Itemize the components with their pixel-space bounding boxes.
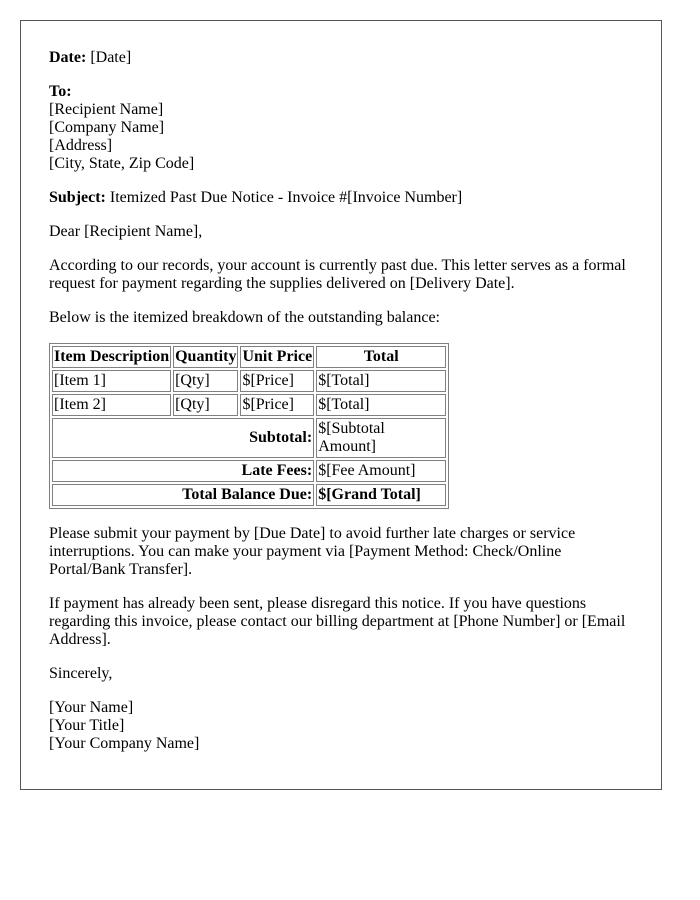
cell: [Item 2] (52, 394, 171, 416)
letter (20, 20, 662, 790)
itemized-table (49, 343, 449, 509)
table-header-row (52, 346, 446, 368)
paragraph-breakdown: Below is the itemized breakdown of the outstanding balance: (49, 309, 440, 326)
header-total: Total (316, 346, 446, 368)
recipient-name: [Recipient Name] (49, 101, 164, 118)
closing: Sincerely, (49, 665, 113, 682)
header-item-description: Item Description (52, 346, 171, 368)
cell: [Item 1] (52, 370, 171, 392)
table-row (52, 370, 446, 392)
subject-value: Itemized Past Due Notice - Invoice #[Invoice Number] (109, 189, 463, 206)
cell: $[Price] (240, 370, 314, 392)
late-fees-row (52, 460, 446, 482)
subject-line (49, 189, 633, 207)
signer-title: [Your Title] (49, 717, 125, 734)
signer-name: [Your Name] (49, 699, 134, 716)
date-line (49, 49, 633, 67)
paragraph-intro: According to our records, your account is currently past due. This letter serves as a formal request for payment regarding the supplies delivered on [Delivery Date]. (49, 257, 626, 292)
paragraph-questions: If payment has already been sent, please disregard this notice. If you have questions regarding this invoice, please contact our billing department at [Phone Number] or [Email Address]. (49, 595, 626, 648)
city-state-zip: [City, State, Zip Code] (49, 155, 195, 172)
table-row (52, 394, 446, 416)
greeting: Dear [Recipient Name], (49, 223, 203, 240)
subtotal-value: $[Subtotal Amount] (316, 418, 446, 458)
address: [Address] (49, 137, 113, 154)
subject-label: Subject: (49, 189, 106, 206)
to-label: To: (49, 83, 72, 100)
subtotal-label: Subtotal: (52, 418, 314, 458)
recipient-block (49, 83, 633, 173)
total-due-row (52, 484, 446, 506)
header-unit-price: Unit Price (240, 346, 314, 368)
paragraph-payment: Please submit your payment by [Due Date] to avoid further late charges or service interruptions. You can make your payment via [Payment Method: Check/Online Portal/Bank Transfer]. (49, 525, 576, 578)
total-due-value: $[Grand Total] (316, 484, 446, 506)
date-label: Date: (49, 49, 87, 66)
signature-block (49, 699, 633, 753)
signer-company: [Your Company Name] (49, 735, 200, 752)
cell: [Qty] (173, 394, 238, 416)
cell: $[Total] (316, 370, 446, 392)
late-fees-value: $[Fee Amount] (316, 460, 446, 482)
cell: $[Price] (240, 394, 314, 416)
late-fees-label: Late Fees: (52, 460, 314, 482)
cell: $[Total] (316, 394, 446, 416)
header-quantity: Quantity (173, 346, 238, 368)
total-due-label: Total Balance Due: (52, 484, 314, 506)
cell: [Qty] (173, 370, 238, 392)
subtotal-row (52, 418, 446, 458)
company-name: [Company Name] (49, 119, 165, 136)
date-value: [Date] (90, 49, 132, 66)
